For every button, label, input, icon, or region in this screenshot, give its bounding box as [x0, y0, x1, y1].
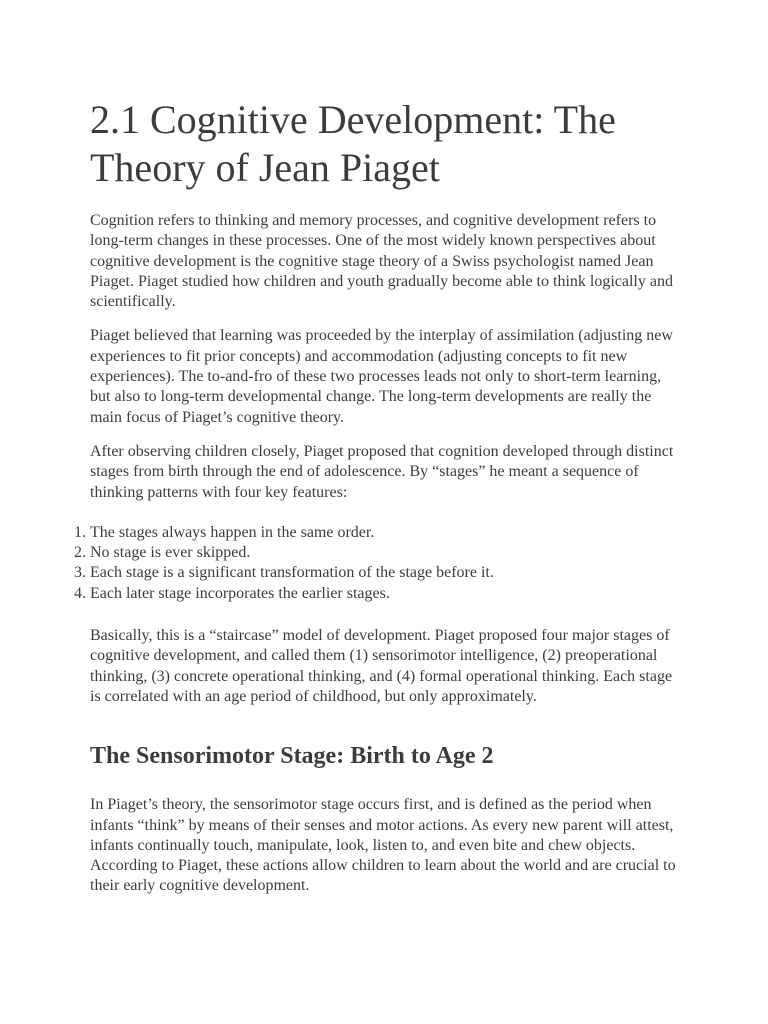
section-heading: The Sensorimotor Stage: Birth to Age 2	[90, 743, 494, 770]
list-item-number: 1.	[74, 523, 86, 541]
document-page	[74, 96, 680, 911]
list-item-text: Each stage is a significant transformation of the stage before it.	[90, 564, 494, 582]
list-item	[74, 523, 680, 543]
list-item-text: No stage is ever skipped.	[90, 544, 251, 562]
list-item	[74, 563, 680, 583]
page-title-line-1: 2.1 Cognitive Development: The	[90, 97, 616, 142]
list-item-number: 4.	[74, 584, 86, 602]
list-item-number: 2.	[74, 544, 86, 562]
page-title	[90, 96, 680, 192]
assimilation-paragraph: Piaget believed that learning was proceeded by the interplay of assimilation (adjusting new experiences to fit prior concepts) and accommodation (adjusting concepts to fit new experiences). The to-and-fro of these two processes leads not only to short-term learning, but also to long-term developmental change. The long-term developments are really the main focus of Piaget’s cognitive theory.	[90, 327, 673, 426]
page-title-line-2: Theory of Jean Piaget	[90, 145, 440, 190]
list-item-text: The stages always happen in the same order.	[90, 523, 375, 541]
list-item	[74, 584, 680, 604]
sensorimotor-paragraph: In Piaget’s theory, the sensorimotor stage occurs first, and is defined as the period when infants “think” by means of their senses and motor actions. As every new parent will attest, infants continually touch, manipulate, look, listen to, and even bite and chew objects. According to Piaget, these actions allow children to learn about the world and are crucial to their early cognitive development.	[90, 796, 676, 895]
stages-paragraph: After observing children closely, Piaget proposed that cognition developed through distinct stages from birth through the end of adolescence. By “stages” he meant a sequence of thinking patterns with four key features:	[90, 442, 674, 501]
intro-paragraph: Cognition refers to thinking and memory processes, and cognitive development refers to long-term changes in these processes. One of the most widely known perspectives about cognitive development is the cognitive stage theory of a Swiss psychologist named Jean Piaget. Piaget studied how children and youth gradually become able to think logically and scientifically.	[90, 212, 673, 311]
list-item	[74, 543, 680, 563]
list-item-text: Each later stage incorporates the earlier stages.	[90, 584, 390, 602]
list-item-number: 3.	[74, 564, 86, 582]
staircase-paragraph: Basically, this is a “staircase” model of development. Piaget proposed four major stages of cognitive development, and called them (1) sensorimotor intelligence, (2) preoperational thinking, (3) concrete operational thinking, and (4) formal operational thinking. Each stage is correlated with an age period of childhood, but only approximately.	[90, 627, 673, 705]
key-features-list	[74, 523, 680, 604]
